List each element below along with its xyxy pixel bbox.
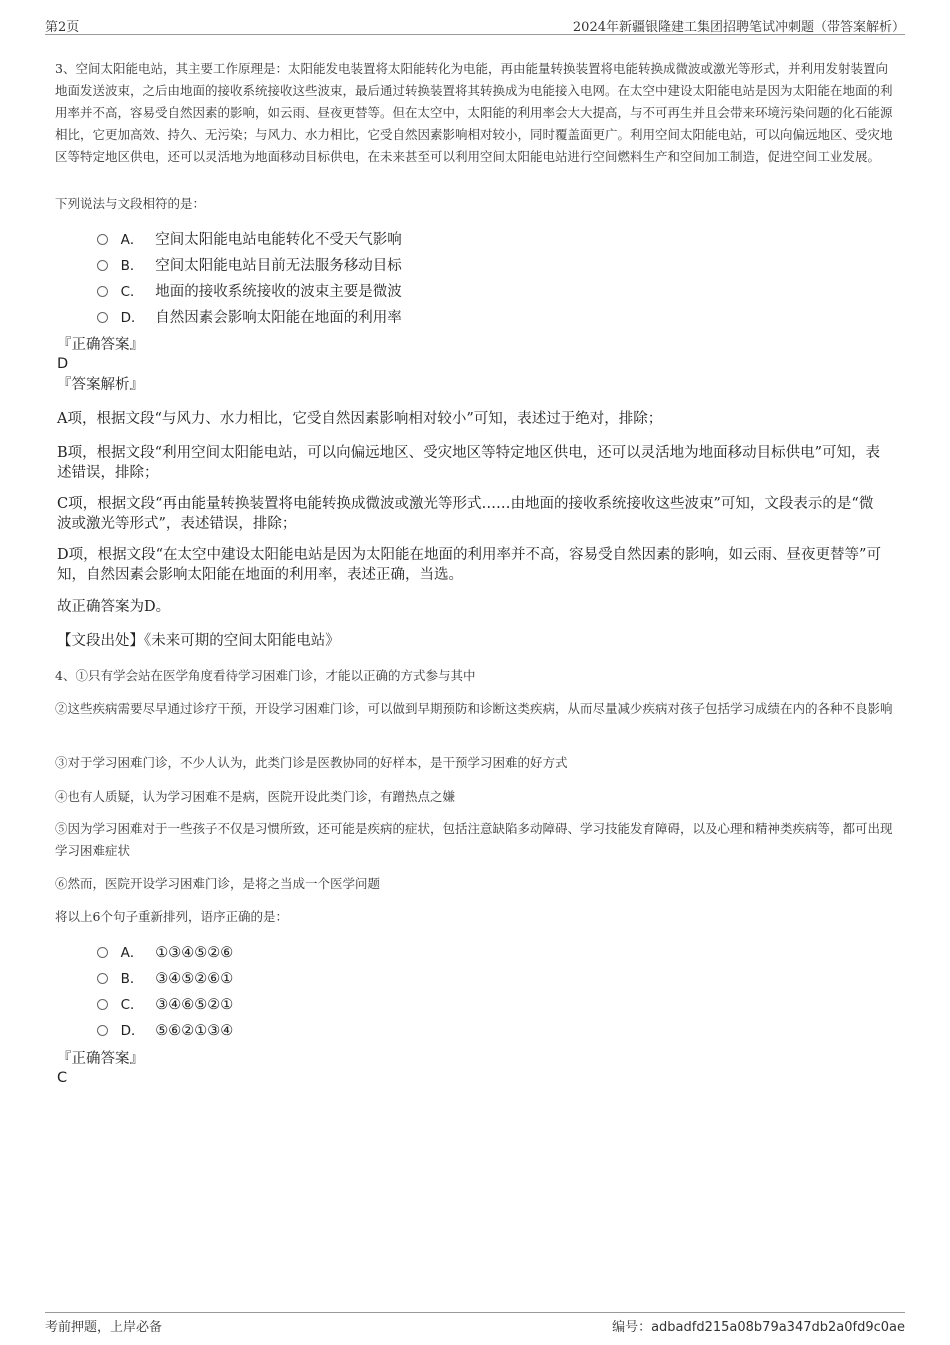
q3-stem: 3、空间太阳能电站，其主要工作原理是：太阳能发电装置将太阳能转化为电能，再由能量转换装置将电能转换成微波或激光等形式，并利用发射装置向地面发送波束，之后由地面的接收系统接收这些波束，最后通过转换装置将其转换成为电能接入电网。在太空中建设太阳能电站是因为太阳能在地面的利用率并不高，容易受自然因素的影响，如云雨、昼夜更替等。但在太空中，太阳能的利用率会大大提高，与不可再生并且会带来环境污染问题的化石能源相比，它更加高效、持久、无污染；与风力、水力相比，它受自然因素影响相对较小，同时覆盖面更广。利用空间太阳能电站，可以向偏远地区、受灾地区等特定地区供电，还可以灵活地为地面移动目标供电，在未来甚至可以利用空间太阳能电站进行空间燃料生产和空间加工制造，促进空间工业发展。 (55, 61, 893, 164)
q3-options (97, 227, 402, 331)
q4-option-c[interactable]: C． ③④⑥⑤②① (97, 992, 233, 1018)
radio-icon[interactable] (97, 234, 108, 245)
q3-analysis-b: B项，根据文段“利用空间太阳能电站，可以向偏远地区、受灾地区等特定地区供电，还可以灵活地为地面移动目标供电”可知，表述错误，排除； (57, 445, 880, 481)
q3-answer-heading: 『正确答案』 (57, 337, 144, 353)
radio-icon[interactable] (97, 286, 108, 297)
q4-answer-heading: 『正确答案』 (57, 1051, 144, 1067)
q3-prompt: 下列说法与文段相符的是： (55, 196, 206, 211)
footer-slogan: 考前押题，上岸必备 (45, 1320, 163, 1335)
q4-sentence-4: ④也有人质疑，认为学习困难不是病，医院开设此类门诊，有蹭热点之嫌 (55, 789, 456, 804)
page-footer (45, 1312, 905, 1333)
document-id: 编号：adbadfd215a08b79a347db2a0fd9c0ae (612, 1320, 905, 1335)
q4-options (97, 940, 233, 1044)
radio-icon[interactable] (97, 260, 108, 271)
q3-analysis-a: A项，根据文段“与风力、水力相比，它受自然因素影响相对较小”可知，表述过于绝对，排除； (57, 411, 663, 427)
q3-analysis-heading: 『答案解析』 (57, 377, 144, 393)
q3-option-a[interactable]: A． 空间太阳能电站电能转化不受天气影响 (97, 227, 402, 253)
q4-option-d[interactable]: D． ⑤⑥②①③④ (97, 1018, 233, 1044)
q3-option-b[interactable]: B． 空间太阳能电站目前无法服务移动目标 (97, 253, 402, 279)
q4-sentence-2: ②这些疾病需要尽早通过诊疗干预，开设学习困难门诊，可以做到早期预防和诊断这类疾病，从而尽量减少疾病对孩子包括学习成绩在内的各种不良影响 (55, 701, 893, 716)
page-number: 第2页 (45, 20, 80, 35)
q3-analysis-c: C项，根据文段“再由能量转换装置将电能转换成微波或激光等形式……由地面的接收系统接收这些波束”可知，文段表示的是“微波或激光等形式”，表述错误，排除； (57, 496, 874, 532)
q4-answer: C (57, 1070, 68, 1086)
q4-option-a[interactable]: A． ①③④⑤②⑥ (97, 940, 233, 966)
q4-prompt: 将以上6个句子重新排列，语序正确的是： (55, 909, 288, 924)
q4-sentence-6: ⑥然而，医院开设学习困难门诊，是将之当成一个医学问题 (55, 876, 381, 891)
radio-icon[interactable] (97, 1025, 108, 1036)
radio-icon[interactable] (97, 947, 108, 958)
radio-icon[interactable] (97, 999, 108, 1010)
q4-option-b[interactable]: B． ③④⑤②⑥① (97, 966, 233, 992)
q3-option-d[interactable]: D． 自然因素会影响太阳能在地面的利用率 (97, 305, 402, 331)
q3-answer: D (57, 356, 69, 372)
q3-option-c[interactable]: C． 地面的接收系统接收的波束主要是微波 (97, 279, 402, 305)
radio-icon[interactable] (97, 973, 108, 984)
q4-sentence-1: 4、①只有学会站在医学角度看待学习困难门诊，才能以正确的方式参与其中 (55, 668, 476, 683)
q3-analysis-d: D项，根据文段“在太空中建设太阳能电站是因为太阳能在地面的利用率并不高，容易受自然因素的影响，如云雨、昼夜更替等”可知，自然因素会影响太阳能在地面的利用率，表述正确，当选。 (57, 547, 881, 583)
radio-icon[interactable] (97, 312, 108, 323)
q4-sentence-5: ⑤因为学习困难对于一些孩子不仅是习惯所致，还可能是疾病的症状，包括注意缺陷多动障碍、学习技能发育障碍，以及心理和精神类疾病等，都可出现学习困难症状 (55, 821, 893, 858)
document-title: 2024年新疆银隆建工集团招聘笔试冲刺题（带答案解析） (572, 20, 905, 35)
q3-source: 【文段出处】《未来可期的空间太阳能电站》 (57, 633, 340, 649)
q3-conclusion: 故正确答案为D。 (57, 599, 171, 615)
q4-sentence-3: ③对于学习困难门诊，不少人认为，此类门诊是医教协同的好样本，是干预学习困难的好方式 (55, 755, 568, 770)
page-header (45, 14, 905, 35)
